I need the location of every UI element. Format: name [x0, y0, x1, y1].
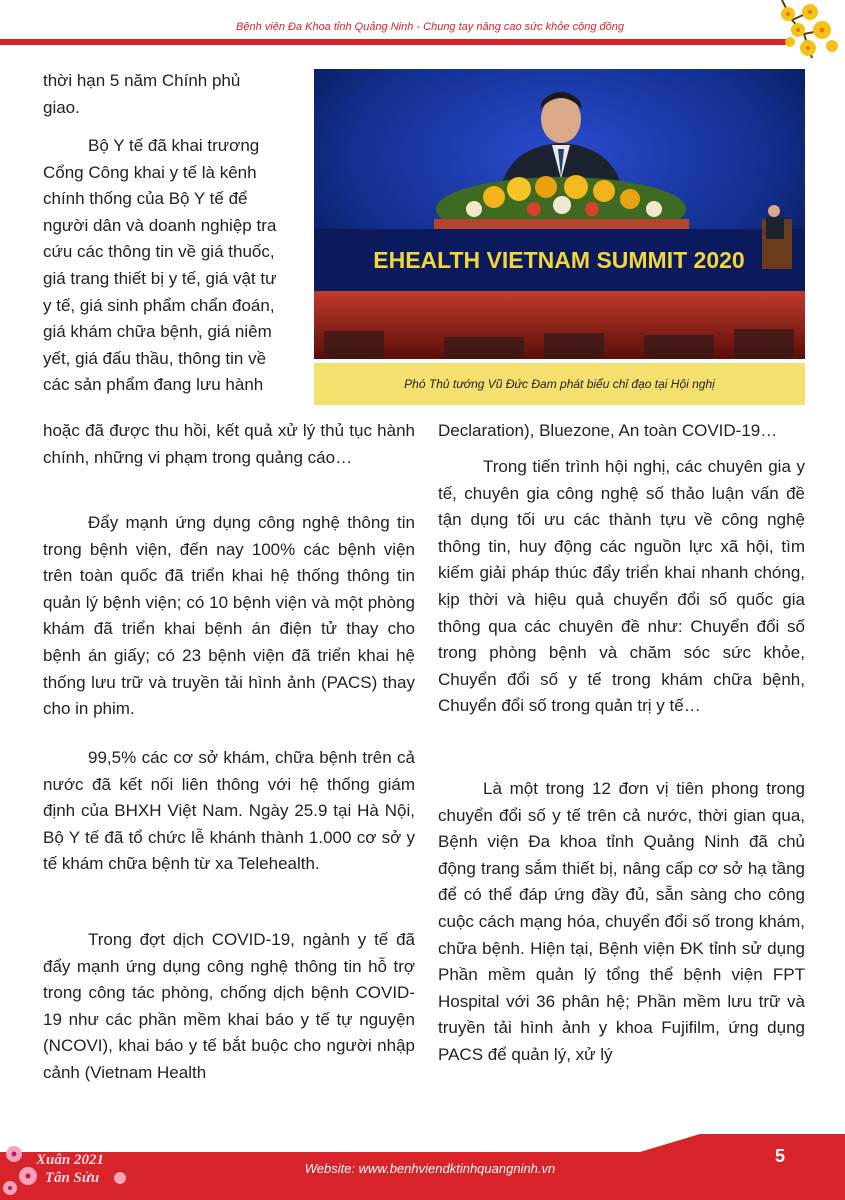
- apricot-blossom-icon: [752, 0, 845, 66]
- website-link[interactable]: Website: www.benhviendktinhquangninh.vn: [304, 1161, 556, 1176]
- logo-line-2: Tân Sửu: [44, 1170, 100, 1186]
- summit-photo: [314, 69, 805, 359]
- running-header: Bệnh viện Đa Khoa tỉnh Quảng Ninh - Chung tay nâng cao sức khỏe cộng đồng: [236, 21, 624, 33]
- right-para-tien-phong: Là một trong 12 đơn vị tiên phong trong chuyển đổi số y tế trên cả nước, thời gian qua, Bệnh viện Đa khoa tỉnh Quảng Ninh đã chủ động trang sắm thiết bị, nâng cấp cơ sở hạ tầng để có thể đáp ứng đầy đủ, sẵn sàng cho công cuộc cách mạng hóa, chuyển đổi số trong khám, chữa bệnh. Hiện tại, Bệnh viện ĐK tỉnh sử dụng Phần mềm quản lý tổng thể bệnh viện FPT Hospital với 36 phân hệ; Phần mềm lưu trữ và truyền tải hình ảnh y khoa Fujifilm, ứng dụng PACS để quản lý, xử lý: [438, 779, 805, 1064]
- text-line: y tế, giá sinh phẩm chẩn đoán,: [43, 295, 275, 315]
- summit-photo-illustration: [314, 69, 805, 359]
- text-line: các sản phẩm đang lưu hành: [43, 375, 264, 395]
- left-para-99: 99,5% các cơ sở khám, chữa bệnh trên cả nước đã kết nối liên thông với hệ thống giám định của BHXH Việt Nam. Ngày 25.9 tại Hà Nội, Bộ Y tế đã tổ chức lễ khánh thành 1.000 cơ sở y tế khám chữa bệnh từ xa Telehealth.: [43, 748, 415, 874]
- header-rule: [0, 39, 790, 45]
- banner-text: EHEALTH VIETNAM SUMMIT 2020: [373, 247, 745, 273]
- text-line: cứu các thông tin về giá thuốc,: [43, 242, 275, 262]
- text-line: người dân và doanh nghiệp tra: [43, 215, 277, 235]
- right-para-hoi-nghi: Trong tiến trình hội nghị, các chuyên gia y tế, chuyên gia công nghệ số thảo luận vấn đề tận dụng tối ưu các thành tựu về công nghệ thông tin, huy động các nguồn lực xã hội, tìm kiếm giải pháp thúc đẩy triển khai nhanh chóng, kịp thời và hiệu quả chuyển đổi số quốc gia thông qua các chuyên đề như: Chuyển đổi số trong phòng bệnh và chăm sóc sức khỏe, Chuyển đổi số y tế trong khám chữa bệnh, Chuyển đổi số trong quản trị y tế…: [438, 457, 805, 716]
- left-para-continued: [43, 68, 291, 121]
- text-line: Cổng Công khai y tế là kênh: [43, 162, 257, 182]
- logo-line-1: Xuân 2021: [36, 1152, 104, 1168]
- text-line: thời hạn 5 năm Chính phủ: [43, 71, 241, 90]
- photo-caption: Phó Thủ tướng Vũ Đức Đam phát biểu chỉ đạo tại Hội nghị: [314, 363, 805, 405]
- page-number: 5: [774, 1146, 785, 1166]
- tet-logo: [0, 1132, 140, 1200]
- right-para-declaration: Declaration), Bluezone, An toàn COVID-19…: [438, 421, 778, 440]
- text-line: giao.: [43, 97, 80, 117]
- left-para-day-manh: Đẩy mạnh ứng dụng công nghệ thông tin trong bệnh viện, đến nay 100% các bệnh viện trên toàn quốc đã triển khai hệ thống thông tin quản lý bệnh viện; có 10 bệnh viện và một phòng khám đã triển khai bệnh án điện tử thay cho bệnh án giấy; có 23 bệnh viện đã triển khai hệ thống lưu trữ và truyền tải hình ảnh (PACS) thay cho in phim.: [43, 513, 415, 719]
- left-para-covid: Trong đợt dịch COVID-19, ngành y tế đã đẩy mạnh ứng dụng công nghệ thông tin hỗ trợ trong công tác phòng, chống dịch bệnh COVID-19 như các phần mềm khai báo y tế tự nguyện (NCOVI), khai báo y tế bắt buộc cho người nhập cảnh (Vietnam Health: [43, 930, 415, 1082]
- left-para-cong-khai-cont: hoặc đã được thu hồi, kết quả xử lý thủ tục hành chính, những vi phạm trong quảng cáo…: [43, 421, 415, 467]
- text-line: giá khám chữa bệnh, giá niêm: [43, 322, 272, 342]
- left-para-cong-khai: [43, 133, 291, 399]
- text-line: Bộ Y tế đã khai trương: [88, 136, 260, 155]
- text-line: giá trang thiết bị y tế, giá vật tư: [43, 268, 277, 288]
- plum-blossom-icon: [0, 1132, 140, 1200]
- text-line: chính thống của Bộ Y tế để: [43, 189, 248, 209]
- text-line: yết, giá đấu thầu, thông tin về: [43, 348, 267, 368]
